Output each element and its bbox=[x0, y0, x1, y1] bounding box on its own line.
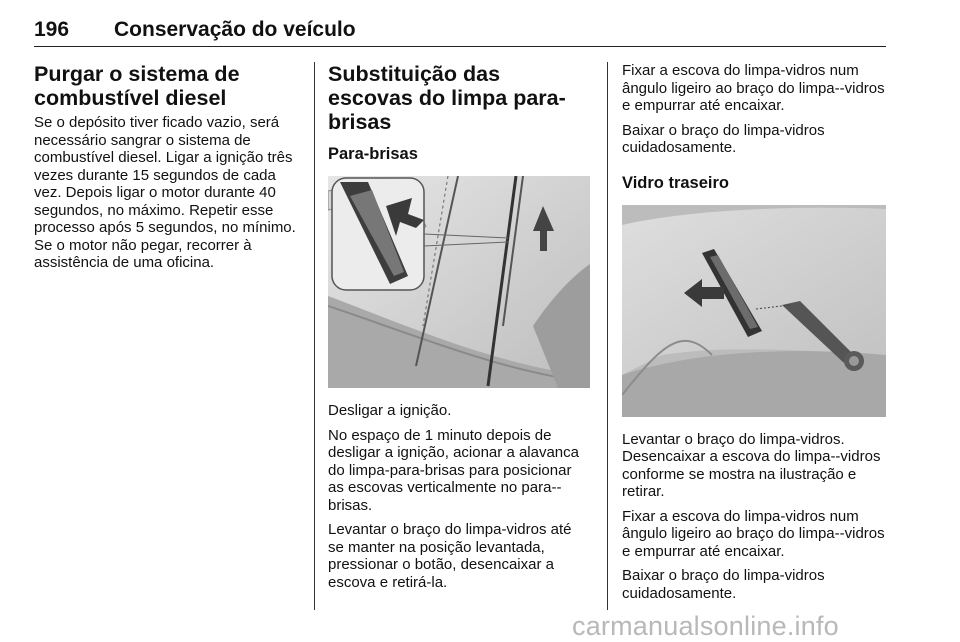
rear-wiper-step-2: Fixar a escova do limpa-vidros num ângulo ligeiro ao braço do limpa--vidros e empurrar até encaixar. bbox=[622, 507, 885, 560]
chapter-title: Conservação do veículo bbox=[114, 18, 356, 41]
page-number: 196 bbox=[34, 18, 70, 41]
wiper-step-2: No espaço de 1 minuto depois de desligar a ignição, acionar a alavanca do limpa-para-brisas para posicionar as escovas verticalmente no para--brisas. bbox=[328, 426, 579, 514]
windshield-wiper-drawing bbox=[328, 176, 590, 388]
column-diesel-purge bbox=[34, 62, 302, 279]
rear-wiper-step-3: Baixar o braço do limpa-vidros cuidadosamente. bbox=[622, 567, 825, 602]
wiper-step-1: Desligar a ignição. bbox=[328, 402, 452, 419]
column-divider bbox=[314, 62, 315, 610]
column-wiper-windshield bbox=[328, 62, 590, 598]
watermark: carmanualsonline.info bbox=[572, 611, 839, 641]
section-heading-wiper: Substituição das escovas do limpa para-brisas bbox=[328, 62, 566, 134]
rear-wiper-step-1: Levantar o braço do limpa-vidros. Desencaixar a escova do limpa--vidros conforme se mostra na ilustração e retirar. bbox=[622, 430, 881, 500]
column-wiper-rear bbox=[622, 62, 888, 609]
subheading-rear-window: Vidro traseiro bbox=[622, 173, 729, 192]
section-heading-diesel: Purgar o sistema de combustível diesel bbox=[34, 62, 240, 110]
page-header bbox=[34, 10, 886, 47]
column-divider bbox=[607, 62, 608, 610]
rear-wiper-illustration bbox=[622, 205, 886, 417]
wiper-step-3: Levantar o braço do limpa-vidros até se manter na posição levantada, pressionar o botão, desencaixar a escova e retirá-la. bbox=[328, 521, 572, 591]
wiper-attach-paragraph: Fixar a escova do limpa-vidros num ângulo ligeiro ao braço do limpa--vidros e empurrar até encaixar. bbox=[622, 62, 885, 114]
wiper-lower-paragraph: Baixar o braço do limpa-vidros cuidadosamente. bbox=[622, 121, 825, 156]
subheading-windshield: Para-brisas bbox=[328, 145, 418, 163]
rear-wiper-drawing bbox=[622, 205, 886, 417]
windshield-wiper-illustration bbox=[328, 176, 590, 388]
diesel-paragraph: Se o depósito tiver ficado vazio, será necessário sangrar o sistema de combustível diesel. Ligar a ignição três vezes durante 15 segundos de cada vez. Depois ligar o motor durante 40 segundos, no máximo. Repetir esse processo após 5 segundos, no mínimo. Se o motor não pegar, recorrer à assistência de uma oficina. bbox=[34, 114, 296, 271]
